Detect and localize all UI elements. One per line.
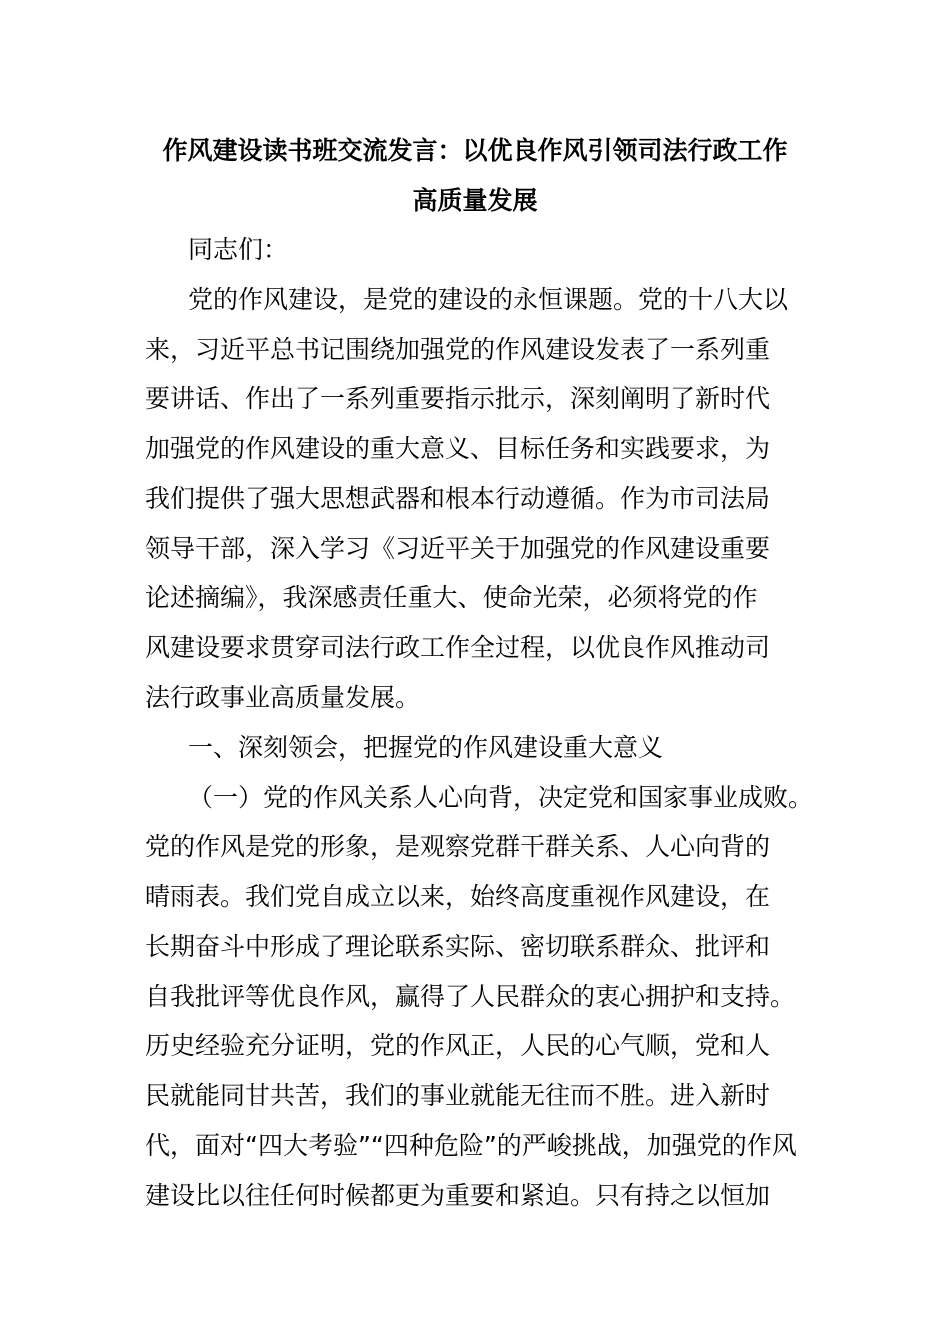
paragraph-line: 党的作风是党的形象，是观察党群干群关系、人心向背的 xyxy=(145,832,771,861)
paragraph-line: 我们提供了强大思想武器和根本行动遵循。作为市司法局 xyxy=(145,484,771,513)
paragraph-line: 民就能同甘共苦，我们的事业就能无往而不胜。进入新时 xyxy=(145,1081,771,1110)
paragraph-line: 自我批评等优良作风，赢得了人民群众的衷心拥护和支持。 xyxy=(145,982,796,1011)
paragraph-line: 代，面对“四大考验”“四种危险”的严峻挑战，加强党的作风 xyxy=(145,1131,797,1160)
paragraph-line: 领导干部，深入学习《习近平关于加强党的作风建设重要 xyxy=(145,534,771,563)
paragraph-line: 历史经验充分证明，党的作风正，人民的心气顺，党和人 xyxy=(145,1031,771,1060)
subsection-heading: （一）党的作风关系人心向背，决定党和国家事业成败。 xyxy=(188,783,814,812)
paragraph-line: 法行政事业高质量发展。 xyxy=(145,683,421,712)
paragraph-line: 建设比以往任何时候都更为重要和紧迫。只有持之以恒加 xyxy=(145,1181,771,1210)
paragraph-line: 长期奋斗中形成了理论联系实际、密切联系群众、批评和 xyxy=(145,932,771,961)
paragraph-line: 来，习近平总书记围绕加强党的作风建设发表了一系列重 xyxy=(145,335,771,364)
paragraph-line: 党的作风建设，是党的建设的永恒课题。党的十八大以 xyxy=(188,285,789,314)
document-title-line-1: 作风建设读书班交流发言：以优良作风引领司法行政工作 xyxy=(162,136,788,165)
document-title-line-2: 高质量发展 xyxy=(412,186,538,215)
salutation: 同志们： xyxy=(188,235,289,264)
section-heading: 一、深刻领会，把握党的作风建设重大意义 xyxy=(188,733,664,762)
paragraph-line: 论述摘编》，我深感责任重大、使命光荣，必须将党的作 xyxy=(145,583,758,612)
paragraph-line: 风建设要求贯穿司法行政工作全过程，以优良作风推动司 xyxy=(145,633,771,662)
paragraph-line: 加强党的作风建设的重大意义、目标任务和实践要求，为 xyxy=(145,434,771,463)
paragraph-line: 晴雨表。我们党自成立以来，始终高度重视作风建设，在 xyxy=(145,882,771,911)
paragraph-line: 要讲话、作出了一系列重要指示批示，深刻阐明了新时代 xyxy=(145,384,771,413)
